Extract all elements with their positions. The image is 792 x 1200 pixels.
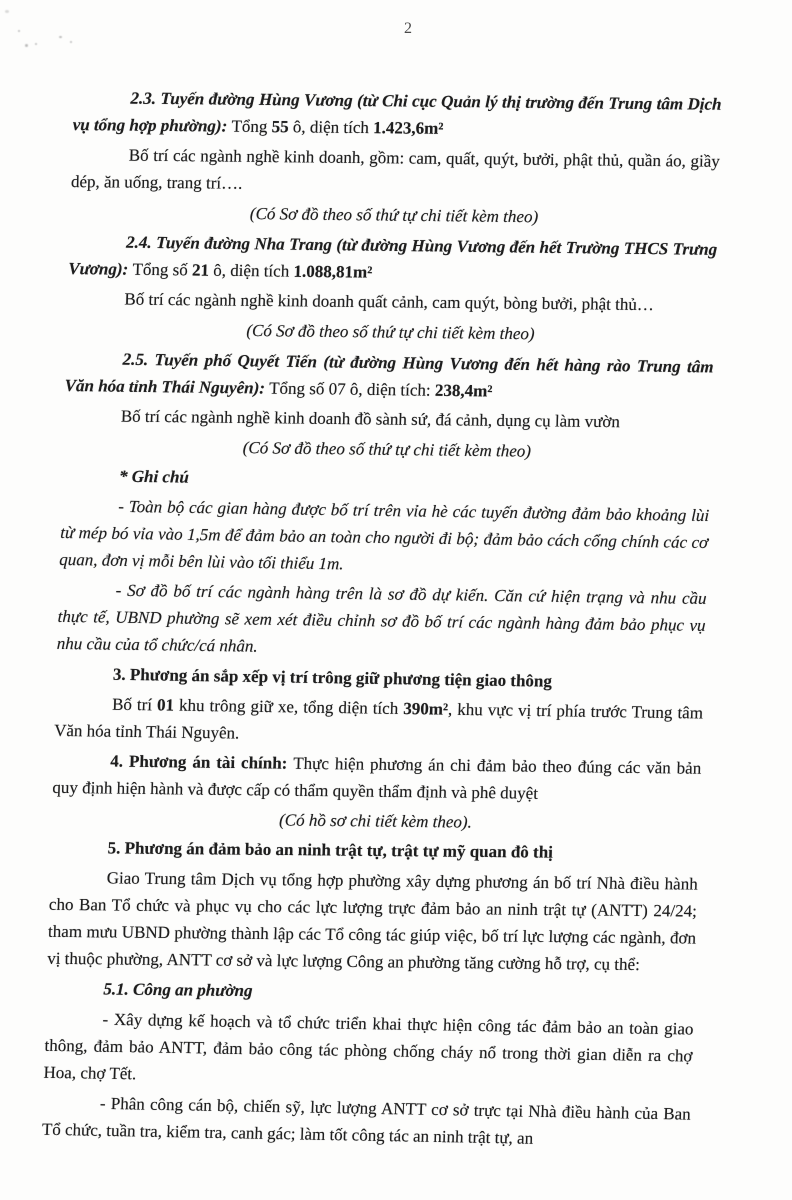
scan-noise-dot bbox=[18, 30, 20, 32]
map-note-2-4 bbox=[66, 315, 715, 349]
map-note-2-5-text: (Có Sơ đồ theo số thứ tự chi tiết kèm theo) bbox=[242, 438, 532, 461]
notes-title-text: * Ghi chú bbox=[118, 466, 190, 487]
route-2-5-heading: 2.5. Tuyến phố Quyết Tiến (từ đường Hùng Vương đến hết hàng rào Trung tâm Văn hóa tỉnh Thái Nguyên): bbox=[64, 349, 714, 398]
section-5-title bbox=[50, 834, 699, 867]
paragraph-route-nha-trang bbox=[68, 228, 718, 290]
section-5-body-text: Giao Trung tâm Dịch vụ tổng hợp phường xây dựng phương án bố trí Nhà điều hành cho Ban Tổ chức và phục vụ cho các lực lượng trực đảm bảo an ninh trật tự (ANTT) 24/24; tham mưu UBND phường thành lập các Tổ công tác giúp việc, bố trí lực lượng các ngành, đơn vị thuộc phường, ANTT cơ sở và lực lượng Công an phường tăng cường hỗ trợ, cụ thể: bbox=[46, 868, 699, 974]
section-5-1-item-2-text: - Phân công cán bộ, chiến sỹ, lực lượng ANTT cơ sở trực tại Nhà điều hành của Ban Tổ chức, tuần tra, kiểm tra, canh gác; làm tốt công tác an ninh trật tự, an bbox=[41, 1093, 692, 1148]
parking-lot-count: 01 bbox=[156, 695, 175, 715]
route-2-4-total-label: Tổng số bbox=[132, 259, 193, 280]
goods-2-5-text: Bố trí các ngành nghề kinh doanh đồ sành sứ, đá cảnh, dụng cụ làm vườn bbox=[120, 406, 621, 432]
route-2-3-area-label: ô, diện tích bbox=[288, 117, 374, 138]
route-2-3-total-label: Tổng bbox=[231, 116, 272, 137]
page-number: 2 bbox=[404, 20, 413, 37]
map-note-2-5 bbox=[63, 432, 712, 467]
section-4-note bbox=[51, 804, 700, 838]
note-item-1-text: - Toàn bộ các gian hàng được bố trí trên vỉa hè các tuyến đường đảm bảo khoảng lùi từ mép bó vỉa vào 1,5m để đảm bảo an toàn cho người đi bộ; đảm bảo cách cổng chính các cơ quan, đơn vị mỗi bên lùi vào tối thiểu 1m. bbox=[58, 496, 710, 574]
route-2-5-total-label: Tổng số 07 ô, diện tích: bbox=[268, 378, 436, 400]
section-4-body-text: Thực hiện phương án chi đảm bảo theo đúng các văn bản quy định hiện hành và được cấp có thẩm quyền thẩm định và phê duyệt bbox=[52, 753, 702, 803]
section-5-1-item-1-text: - Xây dựng kế hoạch và tổ chức triển khai thực hiện công tác đảm bảo an toàn giao thông, đảm bảo ANTT, đảm bảo công tác phòng chống cháy nổ trong thời gian diễn ra chợ Hoa, chợ Tết. bbox=[43, 1009, 694, 1084]
note-item-2 bbox=[56, 576, 707, 666]
map-note-2-4-text: (Có Sơ đồ theo số thứ tự chi tiết kèm theo) bbox=[246, 320, 535, 344]
note-item-2-text: - Sơ đồ bố trí các ngành hàng trên là sơ đồ dự kiến. Căn cứ hiện trạng và nhu cầu thực tế, UBND phường sẽ xem xét điều chỉnh sơ đồ bố trí các ngành hàng đảm bảo phục vụ nhu cầu của tổ chức/cá nhân. bbox=[56, 580, 707, 656]
route-2-4-area-value: 1.088,81m² bbox=[293, 261, 373, 282]
section-3-text-3: , khu vực vị trí phía trước Trung tâm Văn hóa tỉnh Thái Nguyên. bbox=[53, 699, 704, 743]
paragraph-route-hung-vuong bbox=[72, 84, 722, 145]
section-5-body bbox=[47, 864, 698, 979]
section-5-1-title-text: 5.1. Công an phường bbox=[103, 979, 253, 1001]
route-2-4-stall-count: 21 bbox=[191, 260, 210, 280]
section-5-1-item-1 bbox=[43, 1005, 694, 1097]
section-4-paragraph bbox=[52, 747, 702, 809]
section-5-1-item-2 bbox=[41, 1089, 691, 1155]
section-4-heading: 4. Phương án tài chính: bbox=[110, 751, 294, 773]
note-item-1 bbox=[59, 492, 710, 583]
section-5-1-title bbox=[46, 975, 695, 1009]
section-5-title-text: 5. Phương án đảm bảo an ninh trật tự, trật tự mỹ quan đô thị bbox=[107, 838, 554, 862]
map-note-2-3 bbox=[70, 198, 719, 232]
paragraph-goods-2-5 bbox=[63, 402, 712, 436]
map-note-2-3-text: (Có Sơ đồ theo số thứ tự chi tiết kèm theo) bbox=[249, 204, 539, 227]
goods-2-3-text: Bố trí các ngành nghề kinh doanh, gồm: cam, quất, quýt, bưởi, phật thủ, quần áo, giầy dép, ăn uống, trang trí…. bbox=[70, 145, 721, 193]
scan-noise-dot bbox=[70, 41, 72, 43]
section-3-title-text: 3. Phương án sắp xếp vị trí trông giữ phương tiện giao thông bbox=[112, 664, 553, 691]
scan-noise-dot bbox=[59, 36, 62, 38]
section-3-body bbox=[54, 690, 704, 754]
paragraph-goods-2-3 bbox=[71, 141, 721, 202]
section-3-text-2: khu trông giữ xe, tổng diện tích bbox=[173, 695, 404, 719]
paragraph-goods-2-4 bbox=[67, 285, 716, 319]
section-4-note-text: (Có hồ sơ chi tiết kèm theo). bbox=[278, 810, 473, 832]
goods-2-4-text: Bố trí các ngành nghề kinh doanh quất cảnh, cam quýt, bòng bưởi, phật thủ… bbox=[124, 289, 655, 315]
scan-noise-dot bbox=[25, 44, 28, 47]
route-2-3-heading: 2.3. Tuyến đường Hùng Vương (từ Chi cục Quản lý thị trường đến Trung tâm Dịch vụ tổng hợp phường): bbox=[72, 88, 722, 136]
section-3-text-1: Bố trí bbox=[111, 694, 158, 715]
route-2-3-area-value: 1.423,6m² bbox=[372, 118, 444, 138]
route-2-4-heading: 2.4. Tuyến đường Nha Trang (từ đường Hùng Vương đến hết Trường THCS Trưng Vương): bbox=[68, 232, 718, 279]
route-2-5-area-value: 238,4m² bbox=[434, 380, 493, 401]
document-body bbox=[42, 84, 722, 1152]
scan-noise-dot bbox=[35, 43, 37, 45]
route-2-4-area-label: ô, diện tích bbox=[208, 260, 294, 281]
parking-area-value: 390m² bbox=[402, 699, 449, 719]
scan-noise-dot bbox=[5, 10, 9, 13]
route-2-3-stall-count: 55 bbox=[271, 117, 289, 137]
paragraph-route-quyet-tien bbox=[64, 345, 714, 407]
